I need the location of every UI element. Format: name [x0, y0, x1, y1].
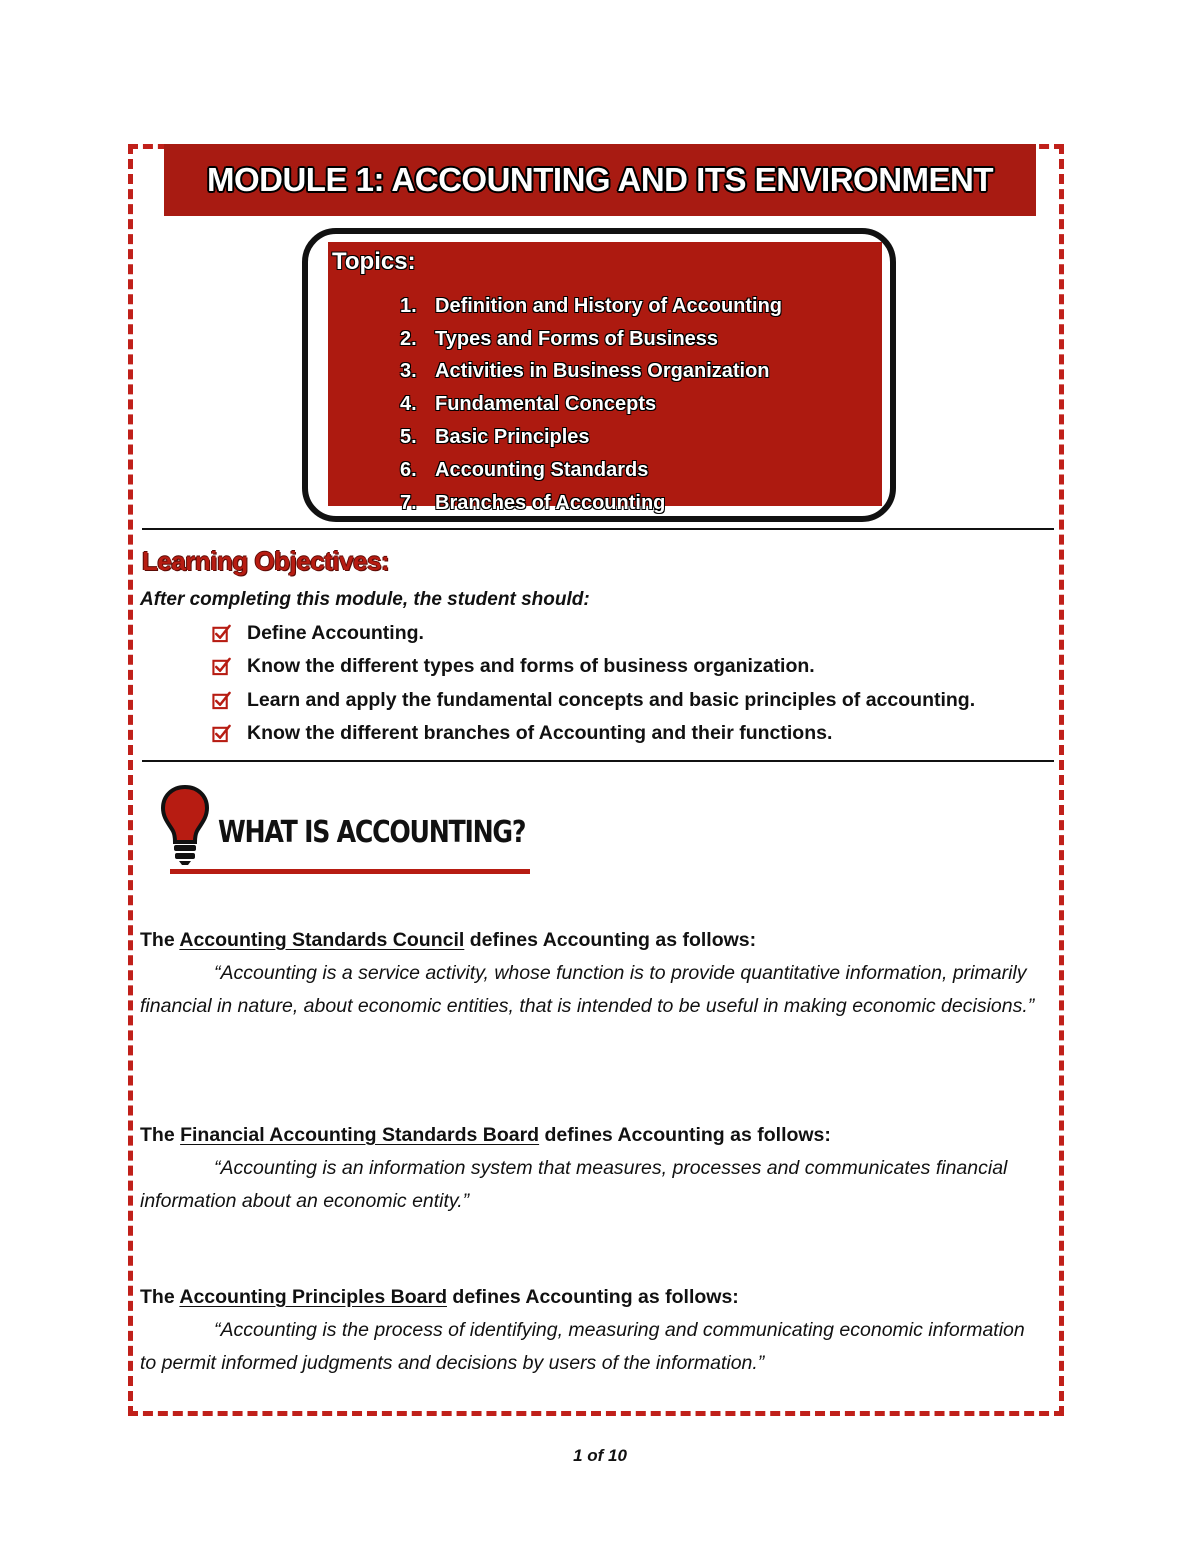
objective-item [212, 617, 975, 650]
topic-item [400, 323, 782, 356]
heading-underline [170, 869, 530, 874]
objective-text: Learn and apply the fundamental concepts and basic principles of accounting. [247, 688, 976, 711]
checkbox-checked-icon [212, 657, 231, 676]
objective-item [212, 717, 975, 750]
definition-block [140, 1281, 1040, 1381]
topic-item [400, 356, 782, 389]
topic-text: Types and Forms of Business [435, 327, 719, 350]
learning-objectives-intro: After completing this module, the student should: [140, 589, 590, 610]
definition-lead [140, 1119, 1040, 1152]
topic-number: 1. [400, 294, 417, 317]
topic-item [400, 388, 782, 421]
definition-source: Accounting Principles Board [179, 1286, 447, 1308]
topic-number: 7. [400, 491, 417, 514]
topic-item [400, 421, 782, 454]
topic-text: Accounting Standards [435, 458, 649, 481]
module-title-banner [164, 144, 1036, 216]
definition-suffix: defines Accounting as follows: [464, 929, 757, 951]
checkbox-checked-icon [212, 624, 231, 643]
topic-item [400, 290, 782, 323]
objective-text: Know the different branches of Accounting and their functions. [247, 722, 833, 745]
definition-source: Accounting Standards Council [179, 929, 465, 951]
section-divider [142, 528, 1054, 530]
definition-lead [140, 924, 1040, 957]
definition-quote: “Accounting is a service activity, whose function is to provide quantitative information, primarily financial in nature, about economic entities, that is intended to be useful in making economic decisions.” [140, 962, 1035, 1018]
definition-lead [140, 1281, 1040, 1314]
what-is-accounting-heading: WHAT IS ACCOUNTING? [218, 815, 526, 850]
topic-number: 6. [400, 458, 417, 481]
objective-text: Know the different types and forms of business organization. [247, 655, 815, 678]
objectives-list [212, 617, 975, 750]
topic-text: Basic Principles [435, 426, 590, 449]
topic-text: Definition and History of Accounting [435, 294, 783, 317]
topics-panel [328, 242, 882, 514]
topic-number: 3. [400, 360, 417, 383]
topic-item [400, 454, 782, 487]
section-divider [142, 760, 1054, 762]
definition-suffix: defines Accounting as follows: [539, 1124, 831, 1146]
checkbox-checked-icon [212, 691, 231, 710]
learning-objectives-heading: Learning Objectives: [142, 546, 390, 576]
page-number: 1 of 10 [573, 1446, 627, 1465]
lightbulb-icon [160, 784, 210, 866]
definition-source: Financial Accounting Standards Board [180, 1124, 540, 1146]
topics-box [302, 228, 896, 522]
topics-list [400, 290, 782, 520]
topic-number: 4. [400, 393, 417, 416]
definition-prefix: The [140, 1124, 181, 1146]
definition-quote: “Accounting is the process of identifying, measuring and communicating economic information to permit informed judgments and decisions by users of the information.” [140, 1319, 1025, 1375]
topic-number: 2. [400, 327, 417, 350]
checkbox-checked-icon [212, 724, 231, 743]
objective-item [212, 650, 975, 683]
definition-block [140, 924, 1040, 1024]
topic-text: Activities in Business Organization [435, 360, 770, 383]
definition-prefix: The [140, 1286, 180, 1308]
topic-item [400, 487, 782, 520]
definition-prefix: The [140, 929, 180, 951]
topic-text: Branches of Accounting [435, 491, 666, 514]
module-title: MODULE 1: ACCOUNTING AND ITS ENVIRONMENT [206, 161, 994, 198]
objective-text: Define Accounting. [247, 622, 424, 645]
topic-text: Fundamental Concepts [435, 393, 657, 416]
definition-block [140, 1119, 1040, 1219]
topic-number: 5. [400, 426, 417, 449]
objective-item [212, 684, 975, 717]
definition-quote: “Accounting is an information system that measures, processes and communicates financial information about an economic entity.” [140, 1157, 1008, 1213]
topics-label: Topics: [332, 248, 416, 275]
definition-suffix: defines Accounting as follows: [447, 1286, 739, 1308]
